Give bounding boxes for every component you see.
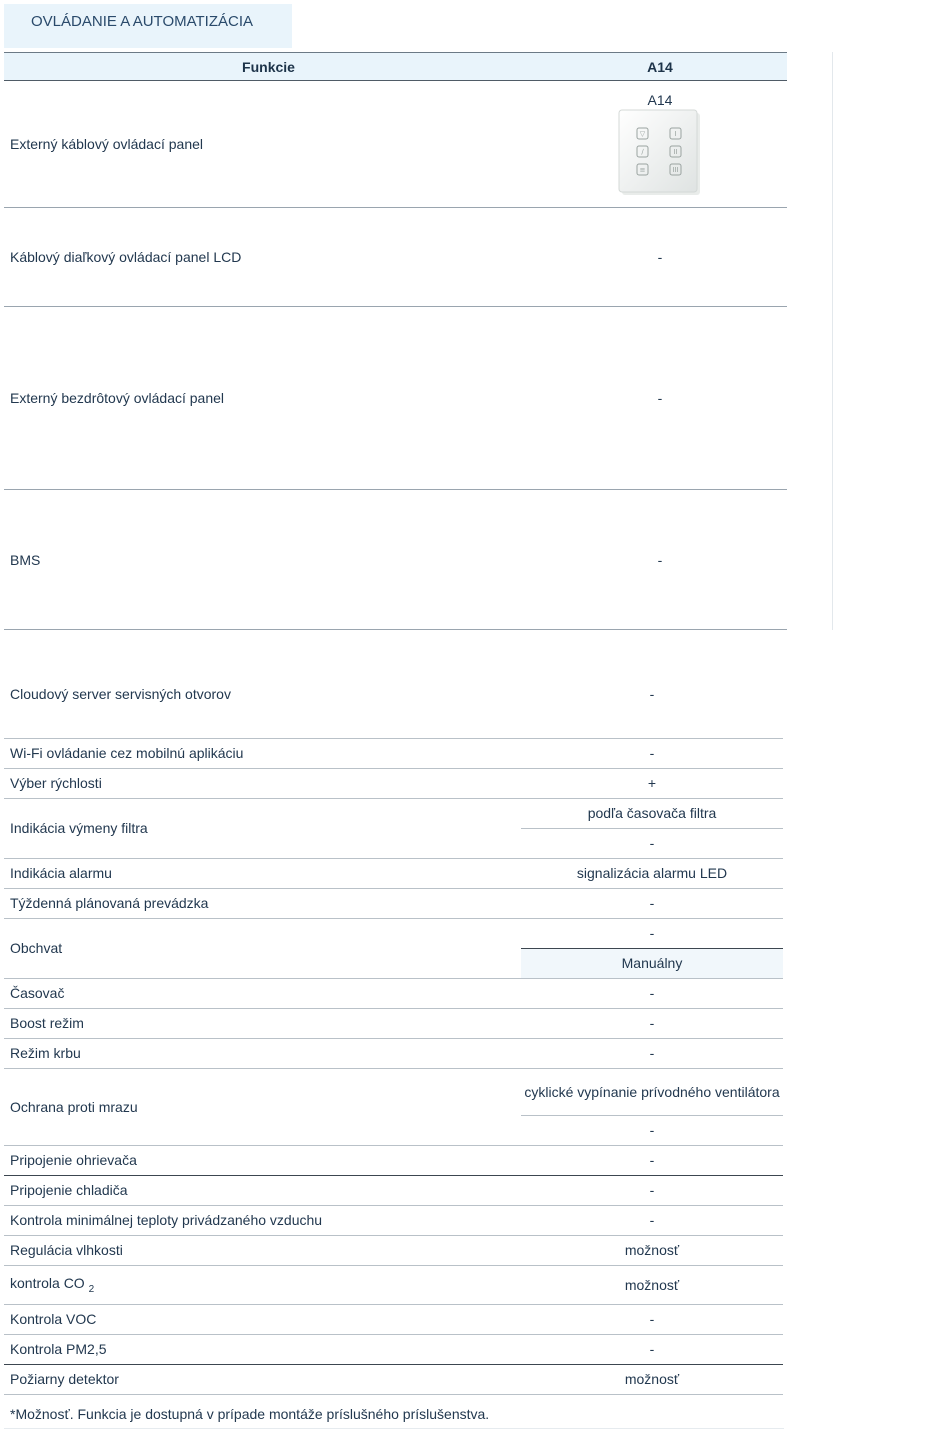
- table-row: [4, 1008, 783, 1038]
- table-header-row: [4, 53, 787, 81]
- row-value: signalizácia alarmu LED: [521, 858, 783, 888]
- row-value: -: [533, 208, 787, 307]
- table-row: [4, 1038, 783, 1068]
- table-row: [4, 888, 783, 918]
- row-label: [4, 1265, 521, 1304]
- svg-text:∕: ∕: [641, 147, 644, 156]
- product-image-cell: [533, 81, 787, 208]
- features-table-bottom: [4, 651, 783, 1395]
- table-row: [4, 768, 783, 798]
- table-row: [4, 798, 783, 828]
- row-value: možnosť: [521, 1235, 783, 1265]
- table-row: [4, 1235, 783, 1265]
- row-value: -: [521, 828, 783, 858]
- svg-text:II: II: [673, 147, 678, 156]
- row-label: Indikácia výmeny filtra: [4, 798, 521, 858]
- row-value: Manuálny: [521, 948, 783, 978]
- co2-label-text: kontrola CO: [10, 1274, 85, 1291]
- features-table-top: [4, 52, 787, 630]
- row-value: -: [521, 1304, 783, 1334]
- section-tab-label: OVLÁDANIE A AUTOMATIZÁCIA: [31, 13, 254, 30]
- table-row: [4, 1068, 783, 1115]
- row-label: Ochrana proti mrazu: [4, 1068, 521, 1145]
- row-value: -: [521, 1115, 783, 1145]
- section-tab[interactable]: [4, 4, 292, 48]
- row-label: Obchvat: [4, 918, 521, 978]
- table-row: [4, 81, 787, 208]
- table-row: [4, 651, 783, 738]
- product-image-caption: A14: [647, 91, 673, 108]
- row-value: -: [521, 738, 783, 768]
- row-label: Wi-Fi ovládanie cez mobilnú aplikáciu: [4, 738, 521, 768]
- row-value: podľa časovača filtra: [521, 798, 783, 828]
- row-value: +: [521, 768, 783, 798]
- row-label: Regulácia vlhkosti: [4, 1235, 521, 1265]
- row-value: možnosť: [521, 1364, 783, 1394]
- table-row: [4, 1265, 783, 1304]
- row-label: Pripojenie chladiča: [4, 1175, 521, 1205]
- row-label: Kontrola VOC: [4, 1304, 521, 1334]
- header-model: A14: [533, 53, 787, 81]
- table-row: [4, 1175, 783, 1205]
- row-value: -: [521, 651, 783, 738]
- table-row: [4, 1205, 783, 1235]
- svg-text:I: I: [674, 129, 677, 138]
- table-row: [4, 307, 787, 490]
- row-label: Pripojenie ohrievača: [4, 1145, 521, 1175]
- table-row: [4, 858, 783, 888]
- svg-text:▽: ▽: [639, 129, 646, 138]
- row-label: BMS: [4, 490, 533, 630]
- row-value: -: [521, 1008, 783, 1038]
- row-value: -: [521, 978, 783, 1008]
- row-label: Požiarny detektor: [4, 1364, 521, 1394]
- row-label: Externý káblový ovládací panel: [4, 81, 533, 208]
- row-label: Kontrola minimálnej teploty privádzaného vzduchu: [4, 1205, 521, 1235]
- row-label: Časovač: [4, 978, 521, 1008]
- control-panel-image: [615, 108, 705, 198]
- co2-subscript: 2: [88, 1283, 95, 1295]
- row-value: -: [533, 307, 787, 490]
- row-label: Výber rýchlosti: [4, 768, 521, 798]
- row-value: -: [521, 1145, 783, 1175]
- row-value: -: [521, 1205, 783, 1235]
- row-label: Režim krbu: [4, 1038, 521, 1068]
- row-value: cyklické vypínanie prívodného ventilátora: [521, 1068, 783, 1115]
- table-row: [4, 1145, 783, 1175]
- table-row: [4, 1364, 783, 1394]
- column-divider: [832, 52, 833, 630]
- row-value: -: [533, 490, 787, 630]
- table-row: [4, 918, 783, 948]
- table-row: [4, 208, 787, 307]
- row-label: Indikácia alarmu: [4, 858, 521, 888]
- row-label: Týždenná plánovaná prevádzka: [4, 888, 521, 918]
- svg-text:III: III: [672, 165, 679, 174]
- row-value: -: [521, 1334, 783, 1364]
- footnote: *Možnosť. Funkcia je dostupná v prípade montáže príslušného príslušenstva.: [4, 1399, 784, 1429]
- row-label: Kontrola PM2,5: [4, 1334, 521, 1364]
- table-row: [4, 490, 787, 630]
- row-value: -: [521, 918, 783, 948]
- row-value: -: [521, 1175, 783, 1205]
- table-row: [4, 738, 783, 768]
- row-value: -: [521, 888, 783, 918]
- header-functions: Funkcie: [4, 53, 533, 81]
- row-value: -: [521, 1038, 783, 1068]
- row-label: Cloudový server servisných otvorov: [4, 651, 521, 738]
- svg-text:≡: ≡: [639, 165, 646, 174]
- table-row: [4, 1304, 783, 1334]
- row-label: Externý bezdrôtový ovládací panel: [4, 307, 533, 490]
- row-label: Káblový diaľkový ovládací panel LCD: [4, 208, 533, 307]
- row-label: Boost režim: [4, 1008, 521, 1038]
- table-row: [4, 978, 783, 1008]
- table-row: [4, 1334, 783, 1364]
- row-value: možnosť: [521, 1265, 783, 1304]
